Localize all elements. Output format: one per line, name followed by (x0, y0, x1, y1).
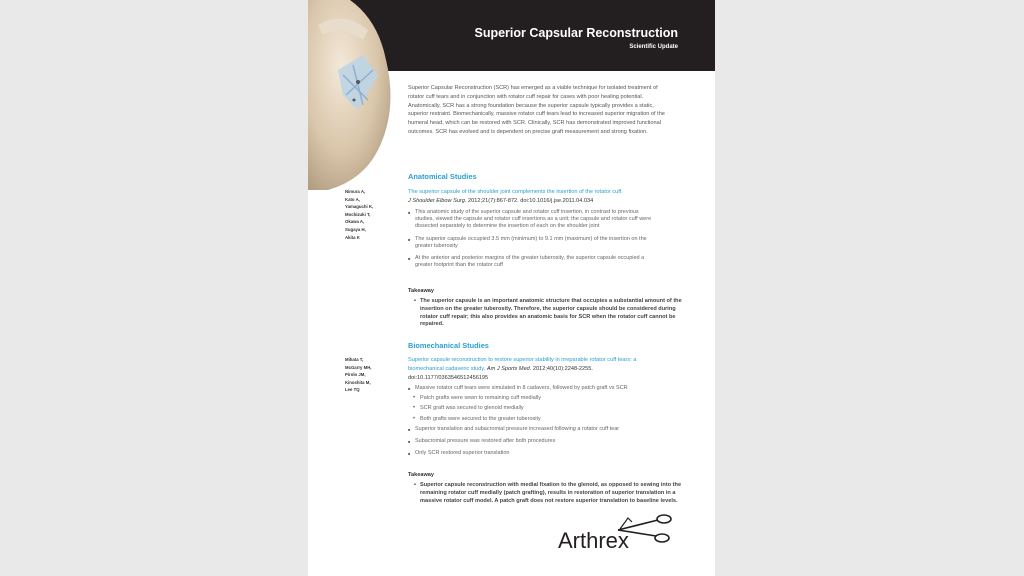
author: Mihata T, (345, 357, 364, 362)
list-item: • Both grafts were secured to the greater tuberosity (408, 416, 658, 423)
biomechanical-reference (408, 356, 663, 382)
list-item: ■ Massive rotator cuff tears were simulated in 8 cadavers, followed by patch graft vs SCR (408, 385, 658, 392)
author: Sugaya H, (345, 226, 366, 232)
reference-citation: 2012;40(10):2248-2255. doi:10.1177/0363546512456195 (408, 365, 593, 381)
biomechanical-findings (408, 385, 658, 457)
reference-journal: Am J Sports Med. (486, 365, 532, 372)
list-item: ■ This anatomic study of the superior capsule and rotator cuff insertion, in contrast to previous studies, viewed the capsule and rotator cuff insertions as a unit; the capsule and rotator cuff were dissected separately to determine the insertion of each on the shoulder joint (408, 209, 658, 231)
reference-link[interactable]: Superior capsule reconstruction to restore superior stability in irreparable rotator cuff tears: a biomechanical cadaveric study. (408, 357, 637, 372)
anatomical-takeaway-heading: Takeaway (408, 288, 435, 294)
biomechanical-heading: Biomechanical Studies (408, 341, 489, 350)
reference-journal: J Shoulder Elbow Surg. (408, 197, 467, 204)
list-item: ■ Superior translation and subacromial pressure increased following a rotator cuff tear (408, 426, 658, 433)
anatomical-heading: Anatomical Studies (408, 172, 477, 181)
logo-wordmark: Arthrex (558, 528, 629, 553)
list-item: ■ The superior capsule occupied 3.5 mm (minimum) to 9.1 mm (maximum) of the insertion on the greater tuberosity (408, 236, 658, 250)
author: Yamaguchi K, (345, 204, 374, 210)
shoulder-illustration (308, 0, 408, 190)
author: Kato A, (345, 196, 360, 202)
author: Lee TQ (345, 387, 360, 393)
author: Okawa A, (345, 219, 365, 225)
arthrex-logo (558, 514, 688, 554)
reference-citation: 2012;21(7):867-872. doi:10.1016/j.jse.2011.04.034 (468, 197, 594, 204)
anatomical-reference (408, 188, 663, 206)
page-title: Superior Capsular Reconstruction (474, 26, 678, 40)
intro-paragraph: Superior Capsular Reconstruction (SCR) has emerged as a viable technique for isolated treatment of rotator cuff tears and in conjunction with rotator cuff repair for cases with poor healing potential. Anatomically, SCR has a strong foundation because the superior capsule typically provides a static, superior restraint. Biomechanically, massive rotator cuff tears lead to increased superior migration of the humeral head, which can be restored with SCR. Clinically, SCR has demonstrated improved functional outcomes. SCR has evolved and is dependent on precise graft measurement and strong fixation. (408, 85, 665, 135)
author: Mochizuki T, (345, 211, 371, 217)
reference-link[interactable]: The superior capsule of the shoulder joint complements the insertion of the rotator cuff. (408, 189, 623, 195)
biomechanical-takeaway-heading: Takeaway (408, 472, 435, 478)
anatomical-authors (345, 188, 395, 241)
author: Akita K (345, 234, 360, 240)
author: Kinoshita M, (345, 379, 371, 385)
list-item: • Patch grafts were sewn to remaining cuff medially (408, 395, 658, 402)
biomechanical-takeaway: • Superior capsule reconstruction with medial fixation to the glenoid, as opposed to sewing into the remaining rotator cuff medially (patch grafting), results in restoration of superior translation in a massive rotator cuff model. A patch graft does not restore superior translation to baseline levels. (414, 482, 682, 505)
anatomical-takeaway: • The superior capsule is an important anatomic structure that occupies a substantial amount of the insertion on the greater tuberosity. Therefore, the superior capsule should be considered during rotator cuff repair; this also provides an anatomic basis for SCR when the rotator cuff cannot be repaired. (414, 298, 682, 329)
author: Nimura A, (345, 189, 366, 194)
author: Pirolo JM, (345, 372, 366, 378)
biomechanical-authors (345, 356, 395, 394)
list-item: ■ Only SCR restored superior translation (408, 450, 658, 457)
author: McGarry MH, (345, 364, 372, 370)
list-item: ■ Subacromial pressure was restored after both procedures (408, 438, 658, 445)
list-item: ■ At the anterior and posterior margins of the greater tuberosity, the superior capsule occupied a greater footprint than the rotator cuff (408, 255, 658, 269)
document-page (308, 0, 715, 576)
header-bar (308, 0, 715, 71)
anatomical-findings (408, 209, 658, 269)
list-item: • SCR graft was secured to glenoid medially (408, 405, 658, 412)
page-subtitle: Scientific Update (629, 44, 678, 50)
